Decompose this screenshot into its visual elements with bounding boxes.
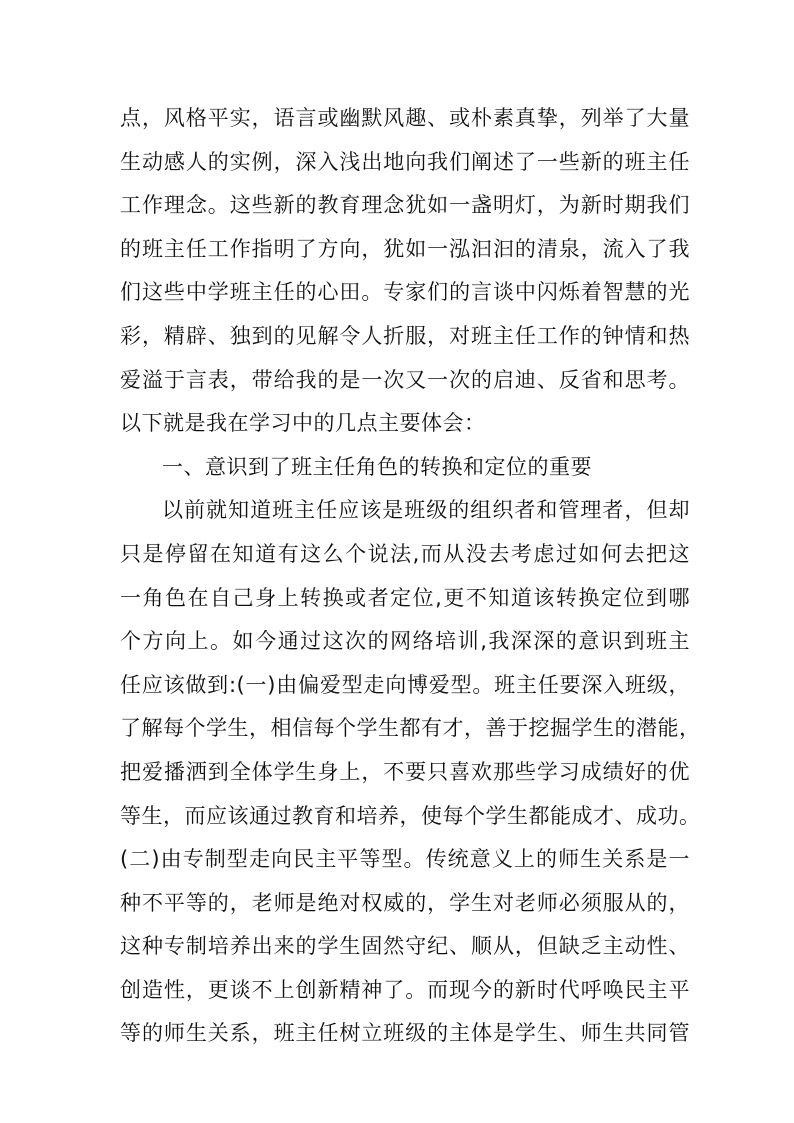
text-line: 生动感人的实例，深入浅出地向我们阐述了一些新的班主任 <box>120 149 690 174</box>
text-line: 以下就是我在学习中的几点主要体会： <box>120 411 486 436</box>
text-line: 们这些中学班主任的心田。专家们的言谈中闪烁着智慧的光 <box>120 280 690 305</box>
text-line: 爱溢于言表，带给我的是一次又一次的启迪、反省和思考。 <box>120 367 690 392</box>
text-line: 把爱播洒到全体学生身上，不要只喜欢那些学习成绩好的优 <box>120 759 690 784</box>
text-line: 种不平等的，老师是绝对权威的，学生对老师必须服从的， <box>120 890 690 915</box>
text-line: 的班主任工作指明了方向，犹如一泓汩汩的清泉，流入了我 <box>120 236 690 261</box>
text-line: 创造性，更谈不上创新精神了。而现今的新时代呼唤民主平 <box>120 977 690 1002</box>
text-line: 点，风格平实，语言或幽默风趣、或朴素真挚，列举了大量 <box>120 106 690 130</box>
text-line: 工作理念。这些新的教育理念犹如一盏明灯，为新时期我们 <box>120 193 690 218</box>
text-line: 只是停留在知道有这么个说法,而从没去考虑过如何去把这 <box>120 541 690 566</box>
paragraph-role <box>120 489 701 1056</box>
document-body <box>120 97 701 1056</box>
text-line: (二)由专制型走向民主平等型。传统意义上的师生关系是一 <box>120 847 690 872</box>
text-line: 个方向上。如今通过这次的网络培训,我深深的意识到班主 <box>120 629 690 654</box>
text-line: 一角色在自己身上转换或者定位,更不知道该转换定位到哪 <box>120 585 690 610</box>
section-heading <box>120 446 690 490</box>
text-line: 了解每个学生，相信每个学生都有才，善于挖掘学生的潜能， <box>120 716 701 741</box>
text-line: 彩，精辟、独到的见解令人折服，对班主任工作的钟情和热 <box>120 323 690 348</box>
paragraph-intro <box>120 97 690 446</box>
text-line: 以前就知道班主任应该是班级的组织者和管理者，但却 <box>162 498 690 523</box>
text-line: 任应该做到:(一)由偏爱型走向博爱型。班主任要深入班级， <box>120 672 690 697</box>
text-line: 这种专制培养出来的学生固然守纪、顺从，但缺乏主动性、 <box>120 934 690 959</box>
text-line: 等生，而应该通过教育和培养，使每个学生都能成才、成功。 <box>120 803 701 828</box>
text-line: 等的师生关系，班主任树立班级的主体是学生、师生共同管 <box>120 1021 690 1046</box>
section-heading-text: 一、意识到了班主任角色的转换和定位的重要 <box>162 454 592 479</box>
